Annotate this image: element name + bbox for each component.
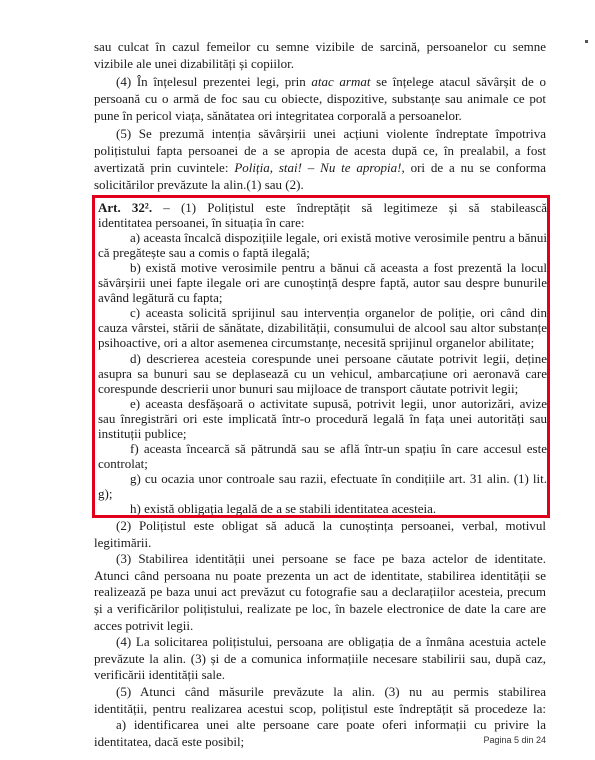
text-line: a) aceasta încalcă dispozițiile legale, ori există motive verosimile pentru a bănui	[130, 231, 547, 246]
text-line: c) aceasta solicită sprijinul sau intervenția organelor de poliție, ori când din	[130, 306, 547, 321]
text-line: h) există obligația legală de a se stabili identitatea acesteia.	[130, 502, 437, 516]
text-line: realizează pe baza unui act prevăzut cu fotografie sau a declarațiilor acesteia, precum	[94, 585, 546, 600]
text-line: controlat;	[98, 456, 148, 471]
text-line: sau înregistrări ori este implicată într-o procedură legală în fața unei autorități sau	[98, 411, 547, 426]
text-line: (4) La solicitarea polițistului, persoana are obligația de a înmâna acestuia actele	[116, 635, 546, 650]
text-line: (5) Se prezumă intenția săvârșirii unei acțiuni violente îndreptate împotriva	[116, 126, 546, 141]
text-line: identitatea persoanei, în situația în care:	[98, 216, 305, 231]
text-line: a) identificarea unei alte persoane care poate oferi informații cu privire la	[116, 718, 546, 733]
text-line: pune în pericol viața, sănătatea ori integritatea corporală a persoanelor.	[94, 109, 462, 124]
text-line: Art. 32². – (1) Polițistul este îndreptățit să legitimeze și să stabilească	[98, 201, 547, 215]
page-footer: Pagina 5 din 24	[483, 735, 546, 745]
text-line: și a verificărilor polițistului, realizate pe loc, în bazele electronice de date la care are	[94, 602, 546, 616]
text-line: legitimării.	[94, 535, 152, 550]
text-line: prevăzute la alin. (3) și de a comunica informațiile necesare stabilirii sau, după caz,	[94, 651, 546, 666]
text-line: solicitărilor prevăzute la alin.(1) sau (2).	[94, 178, 304, 193]
text-line: asupra sa bunuri sau se deplasează cu un vehicul, ambarcațiune ori aeronavă care	[98, 366, 547, 381]
text-line: (4) În înțelesul prezentei legi, prin atac armat se înțelege atacul săvârșit de o	[116, 74, 546, 89]
text-line: instituții publice;	[98, 426, 187, 441]
text-line: f) aceasta încearcă să pătrundă sau se află într-un spațiu în care accesul este	[130, 441, 547, 456]
text-line: (2) Polițistul este obligat să aducă la cunoștința persoanei, verbal, motivul	[116, 519, 546, 533]
text-line: identității, pentru realizarea acestui scop, polițistul este îndreptățit să procedeze la:	[94, 701, 546, 716]
text-line: psihoactive, ori a altor asemenea circumstanțe, necesită sprijinul organelor abilitate;	[98, 336, 535, 351]
text-line: e) aceasta desfășoară o activitate supusă, potrivit legii, unor autorizări, avize	[130, 396, 547, 411]
text-line: acces potrivit legii.	[94, 618, 194, 633]
text-line: b) există motive verosimile pentru a bănui că aceasta a fost prezentă la locul	[130, 261, 547, 276]
highlight-box	[92, 195, 550, 518]
text-line: identitatea, dacă este posibil;	[94, 734, 245, 749]
text-line: sau culcat în cazul femeilor cu semne vizibile de sarcină, persoanelor cu semne	[94, 40, 546, 54]
text-line: polițistului fapta persoanei de a se apropia de acesta după ce, în prealabil, a fost	[94, 143, 546, 158]
text-line: avertizată prin cuvintele: Poliția, stai! – Nu te apropia!, ori de a nu se conforma	[94, 161, 546, 176]
text-line: cauza vârstei, stării de sănătate, dizabilității, consumului de alcool sau altor substanțe	[98, 321, 547, 336]
text-line: (5) Atunci când măsurile prevăzute la alin. (3) nu au permis stabilirea	[116, 685, 546, 699]
text-line: săvârșirii unei fapte ilegale ori are cunoștință despre faptă, autor sau despre bunurile	[98, 276, 547, 291]
text-line: Atunci când persoana nu poate prezenta un act de identitate, stabilirea identității se	[94, 568, 546, 583]
text-line: d) descrierea acesteia corespunde unei persoane căutate potrivit legii, deține	[130, 351, 547, 366]
corner-mark	[585, 40, 588, 43]
text-line: persoană cu o armă de foc sau cu obiecte, dispozitive, substanțe sau animale ce pot	[94, 91, 546, 106]
text-line: corespunde descrierii unor bunuri sau mijloace de transport căutate potrivit legii;	[98, 381, 519, 396]
text-line: că pregătește sau a comis o faptă ilegală;	[98, 246, 310, 261]
text-line: (3) Stabilirea identității unei persoane se face pe baza actelor de identitate.	[116, 552, 546, 567]
text-line: g);	[98, 486, 113, 501]
text-line: având legătură cu fapta;	[98, 291, 223, 306]
text-line: vizibile ale unei dizabilități și copiilor.	[94, 57, 295, 72]
text-line: g) cu ocazia unor controale sau razii, efectuate în condițiile art. 31 alin. (1) lit.	[130, 471, 547, 486]
text-line: verificării identității sale.	[94, 668, 226, 683]
